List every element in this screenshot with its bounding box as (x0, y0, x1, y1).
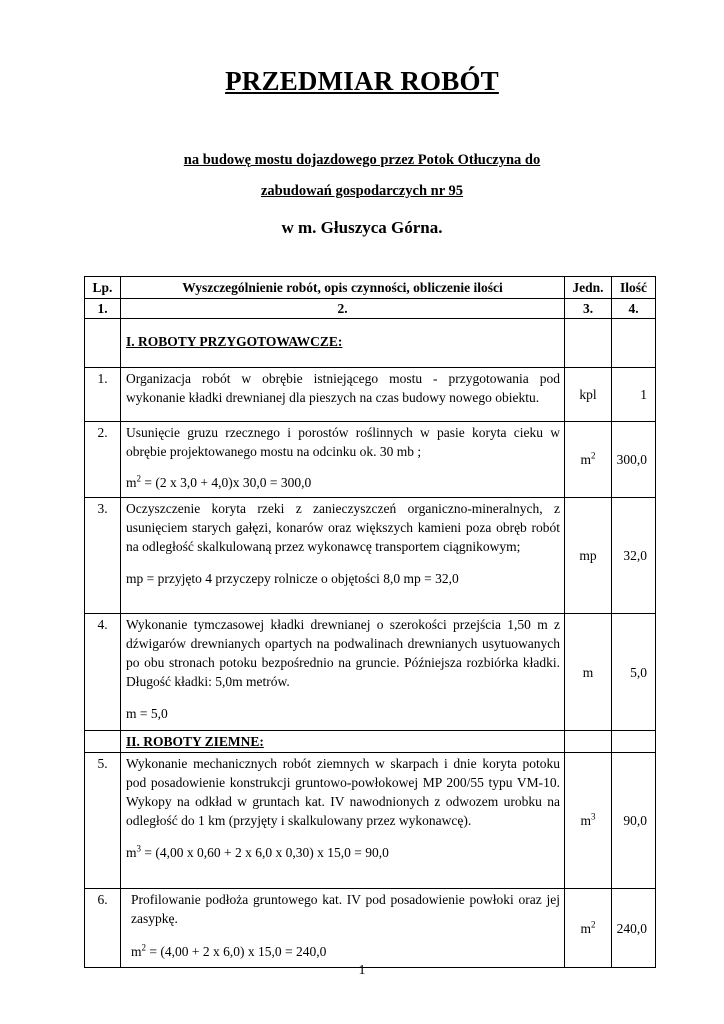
header-unit: Jedn. (565, 277, 612, 299)
row-description-cell (121, 889, 565, 968)
row-description: Wykonanie tymczasowej kładki drewnianej o szerokości przejścia 1,50 m z dźwigarów drewnianych opartych na podwalinach drewnianych usytuowanych po obu stronach potoku bezpośrednio na gruncie. Późniejsza rozbiórka kładki. Długość kładki: 5,0m metrów. (126, 617, 560, 689)
header-quantity: Ilość (612, 277, 656, 299)
table-row (85, 614, 656, 731)
table-row (85, 889, 656, 968)
row-calculation: mp = przyjęto 4 przyczepy rolnicze o objętości 8,0 mp = 32,0 (126, 571, 459, 586)
row-unit: kpl (565, 368, 612, 422)
row-lp: 5. (85, 753, 121, 889)
row-lp: 4. (85, 614, 121, 731)
section-row (85, 319, 656, 368)
row-calculation: m = 5,0 (126, 706, 168, 721)
row-description-cell (121, 498, 565, 614)
row-lp: 6. (85, 889, 121, 968)
row-description: Oczyszczenie koryta rzeki z zanieczyszczeń organiczno-mineralnych, z usunięciem starych gałęzi, konarów oraz większych kamieni poza obręb robót na odległość skalkulowaną przez wykonawcę transportem ciągnikowym; (126, 501, 560, 554)
table-row (85, 753, 656, 889)
row-lp: 2. (85, 422, 121, 498)
row-calculation: $m^3 = (4,00$ x 0,60 + 2 x 6,0 x 0,30) x 15,0 = 90,0 (126, 843, 389, 860)
row-quantity: 90,0 (612, 753, 656, 889)
table-header-row (85, 277, 656, 299)
row-unit: $m^2$ (565, 889, 612, 968)
row-description-cell (121, 422, 565, 498)
page-number: 1 (358, 963, 366, 978)
row-quantity: 32,0 (612, 498, 656, 614)
section-title: I. ROBOTY PRZYGOTOWAWCZE: (121, 319, 565, 368)
header-description: Wyszczególnienie robót, opis czynności, obliczenie ilości (121, 277, 565, 299)
subtitle-line-2: zabudowań gospodarczych nr 95 (260, 183, 464, 199)
location-heading: w m. Głuszyca Górna. (281, 218, 443, 237)
row-lp: 1. (85, 368, 121, 422)
col-number-2: 2. (121, 299, 565, 319)
col-number-4: 4. (612, 299, 656, 319)
row-unit: mp (565, 498, 612, 614)
row-quantity: 5,0 (612, 614, 656, 731)
table-row (85, 368, 656, 422)
row-description-cell (121, 753, 565, 889)
row-unit: $m^2$ (565, 422, 612, 498)
row-description: Wykonanie mechanicznych robót ziemnych w skarpach i dnie koryta potoku pod posadowienie konstrukcji gruntowo-powłokowej MP 200/55 typu VM-10. Wykopy na odkład w gruntach kat. IV nawodnionych z odwozem urobku na odległość do 1 km (przyjęty i skalkulowany przez wykonawcę). (126, 756, 560, 828)
section-title: II. ROBOTY ZIEMNE: (121, 731, 565, 753)
row-quantity: 240,0 (612, 889, 656, 968)
row-calculation: $m^2 = (2$ x 3,0 + 4,0)x 30,0 = 300,0 (126, 473, 312, 490)
header-lp: Lp. (85, 277, 121, 299)
row-calculation: $m^2 = (4,00 + 2$ x 6,0) x 15,0 = 240,0 (131, 942, 327, 959)
bill-of-quantities-table (84, 276, 656, 968)
column-number-row (85, 299, 656, 319)
table-row (85, 498, 656, 614)
row-unit: m (565, 614, 612, 731)
section-row (85, 731, 656, 753)
row-description: Organizacja robót w obrębie istniejącego mostu - przygotowania pod wykonanie kładki drewnianej dla pieszych na czas budowy nowego obiektu. (121, 368, 565, 422)
col-number-1: 1. (85, 299, 121, 319)
row-description: Usunięcie gruzu rzecznego i porostów roślinnych w pasie koryta cieku w obrębie projektowanego mostu na odcinku ok. 30 mb ; (126, 425, 560, 459)
col-number-3: 3. (565, 299, 612, 319)
row-unit: $m^3$ (565, 753, 612, 889)
row-description-cell (121, 614, 565, 731)
subtitle-line-1: na budowę mostu dojazdowego przez Potok Otłuczyna do (183, 152, 541, 168)
table-row (85, 422, 656, 498)
document-title: PRZEDMIAR ROBÓT (225, 66, 499, 96)
row-lp: 3. (85, 498, 121, 614)
row-quantity: 1 (612, 368, 656, 422)
row-quantity: 300,0 (612, 422, 656, 498)
row-description: Profilowanie podłoża gruntowego kat. IV pod posadowienie powłoki oraz jej zasypkę. (131, 892, 560, 926)
